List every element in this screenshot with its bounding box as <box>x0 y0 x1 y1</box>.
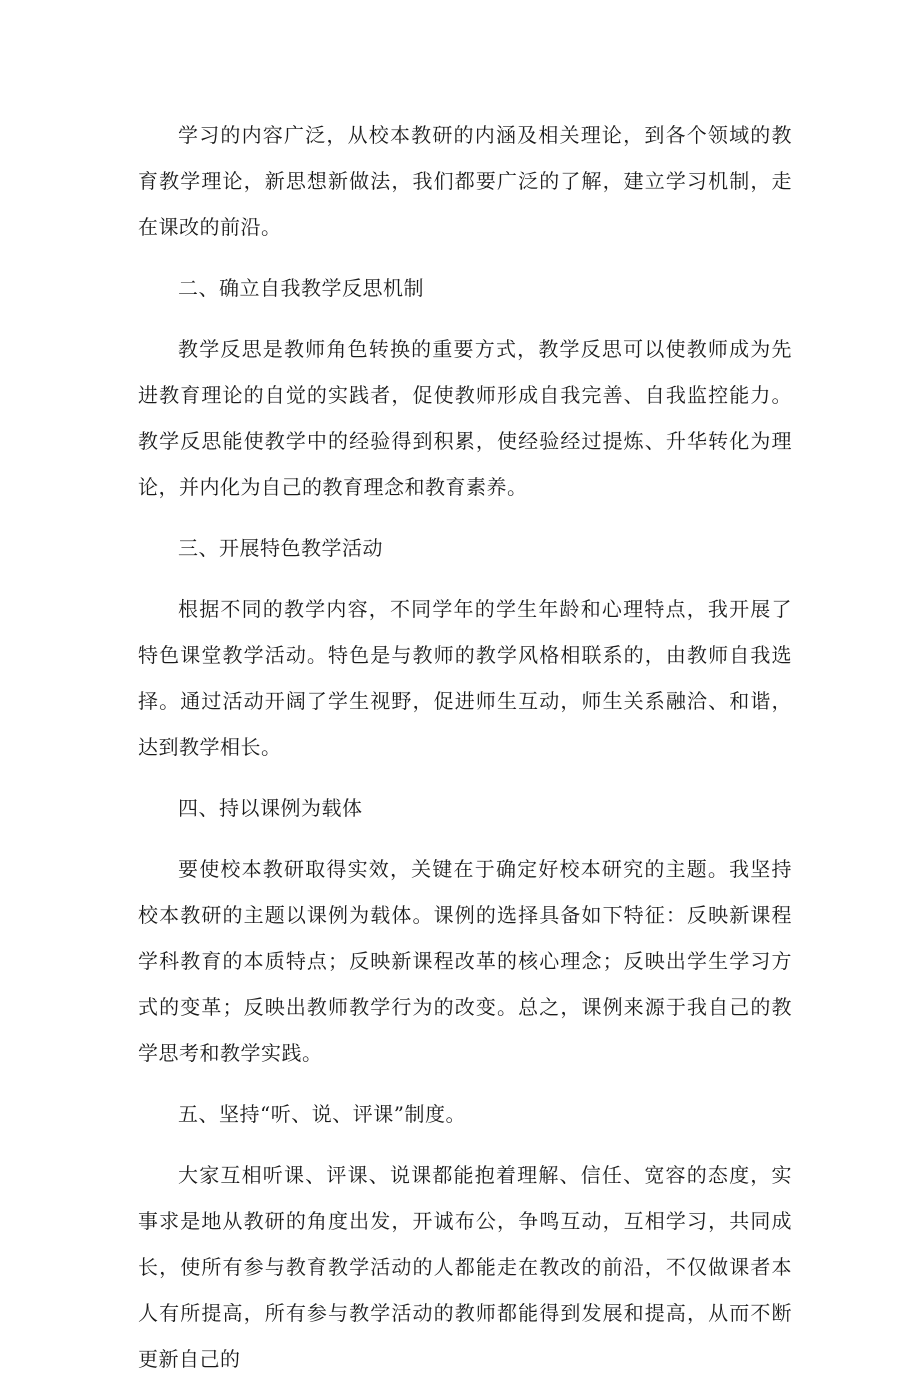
paragraph-reflection: 教学反思是教师角色转换的重要方式，教学反思可以使教师成为先进教育理论的自觉的实践者，促使教师形成自我完善、自我监控能力。教学反思能使教学中的经验得到积累，使经验经过提炼、升华转化为理论，并内化为自己的教育理念和教育素养。 <box>138 337 792 499</box>
spacer <box>138 571 792 586</box>
spacer <box>138 510 792 525</box>
paragraph-lesson-cases: 要使校本教研取得实效，关键在于确定好校本研究的主题。我坚持校本教研的主题以课例为载体。课例的选择具备如下特征：反映新课程学科教育的本质特点；反映新课程改革的核心理念；反映出学生学习方式的变革；反映出教师教学行为的改变。总之，课例来源于我自己的教学思考和教学实践。 <box>138 857 792 1065</box>
heading-reflection: 二、确立自我教学反思机制 <box>178 276 424 300</box>
spacer <box>138 1137 792 1152</box>
heading-lesson-evaluation: 五、坚持“听、说、评课”制度。 <box>178 1102 466 1126</box>
paragraph-lesson-evaluation: 大家互相听课、评课、说课都能抱着理解、信任、宽容的态度，实事求是地从教研的角度出发，开诚布公，争鸣互动，互相学习，共同成长，使所有参与教育教学活动的人都能走在教改的前沿，不仅做课者本人有所提高，所有参与教学活动的教师都能得到发展和提高，从而不断更新自己的 <box>138 1163 792 1371</box>
paragraph-study-content: 学习的内容广泛，从校本教研的内涵及相关理论，到各个领域的教育教学理论，新思想新做法，我们都要广泛的了解，建立学习机制，走在课改的前沿。 <box>138 123 792 239</box>
document-page <box>138 112 792 1382</box>
heading-activities: 三、开展特色教学活动 <box>178 536 383 560</box>
spacer <box>138 831 792 846</box>
spacer <box>138 250 792 265</box>
spacer <box>138 1076 792 1091</box>
heading-lesson-cases: 四、持以课例为载体 <box>178 796 363 820</box>
spacer <box>138 311 792 326</box>
paragraph-activities: 根据不同的教学内容，不同学年的学生年龄和心理特点，我开展了特色课堂教学活动。特色是与教师的教学风格相联系的，由教师自我选择。通过活动开阔了学生视野，促进师生互动，师生关系融洽、和谐，达到教学相长。 <box>138 597 792 759</box>
spacer <box>138 770 792 785</box>
